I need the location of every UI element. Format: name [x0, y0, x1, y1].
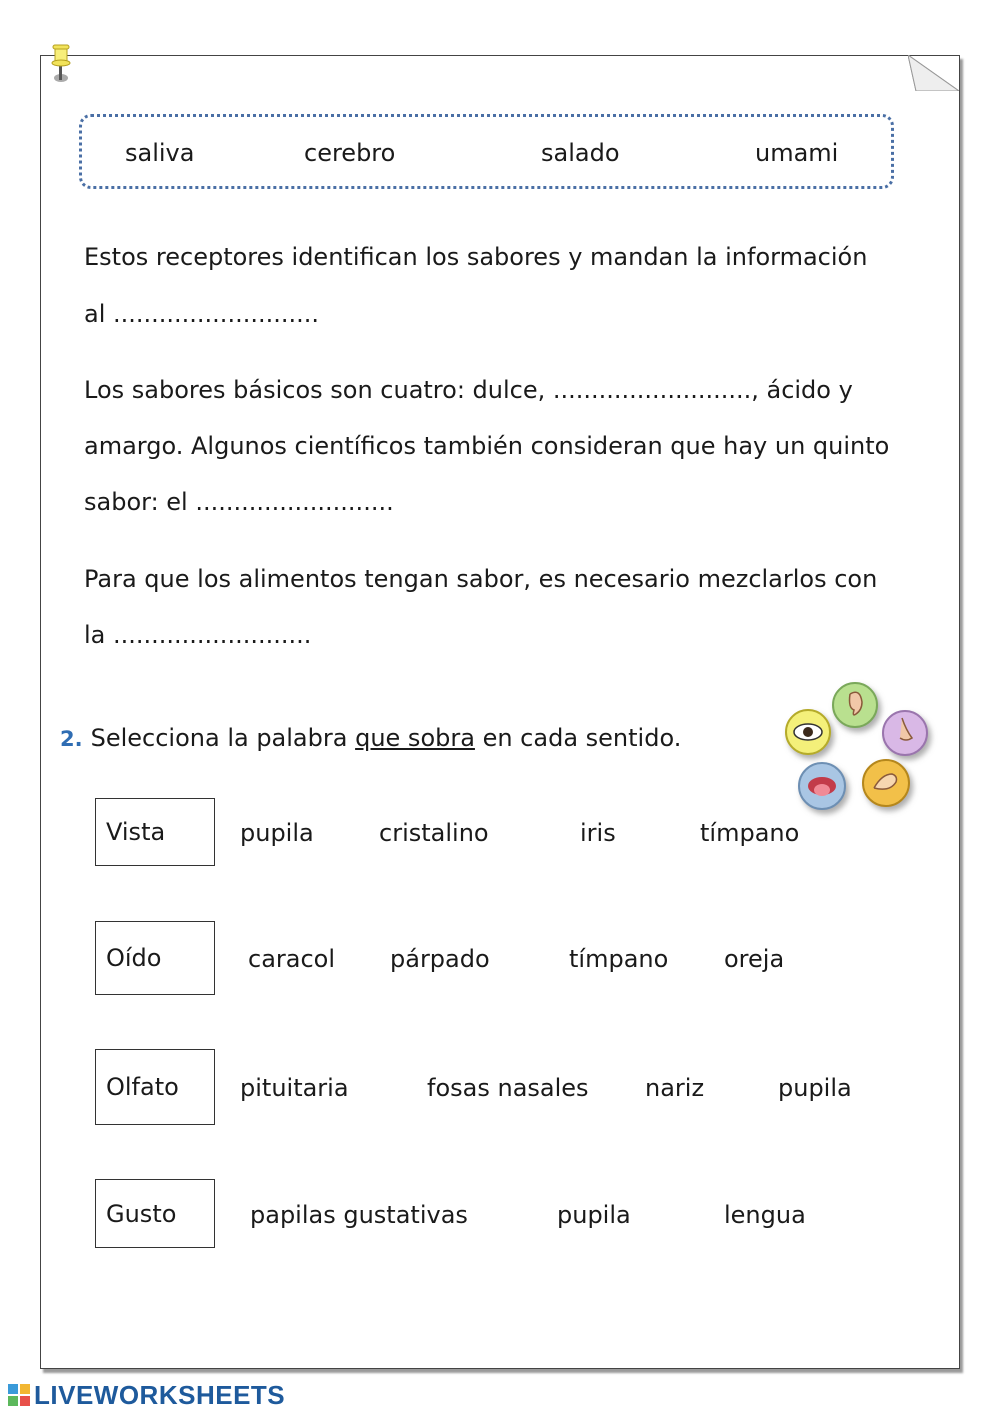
brand-name[interactable]: LIVEWORKSHEETS	[34, 1379, 286, 1410]
question-2	[60, 724, 681, 752]
word-bank-item: salado	[541, 139, 620, 167]
sense-label-vista: Vista	[95, 798, 215, 866]
footer-branding	[8, 1380, 285, 1410]
question-text: Selecciona la palabra	[90, 724, 348, 752]
sense-word-option[interactable]: tímpano	[700, 819, 800, 847]
paragraph-1-line-2[interactable]: al ...........................	[84, 300, 319, 328]
pushpin-icon	[44, 40, 78, 88]
sense-word-option[interactable]: caracol	[248, 945, 336, 973]
five-senses-illustration	[782, 678, 952, 828]
sense-word-option[interactable]: tímpano	[569, 945, 669, 973]
paragraph-3-line-1: Para que los alimentos tengan sabor, es necesario mezclarlos con	[84, 565, 878, 593]
sense-word-option[interactable]: cristalino	[379, 819, 489, 847]
word-bank	[79, 114, 894, 189]
paragraph-2-line-3[interactable]: sabor: el ..........................	[84, 488, 394, 516]
question-text-end: en cada sentido.	[482, 724, 682, 752]
question-number: 2.	[60, 727, 83, 751]
sense-word-option[interactable]: pituitaria	[240, 1074, 349, 1102]
paragraph-2-line-1[interactable]: Los sabores básicos son cuatro: dulce, .........................., ácido y	[84, 376, 853, 404]
sense-word-option[interactable]: pupila	[557, 1201, 631, 1229]
paragraph-3-line-2[interactable]: la ..........................	[84, 621, 312, 649]
liveworksheets-logo-icon	[8, 1384, 30, 1406]
sense-label-gusto: Gusto	[95, 1179, 215, 1248]
sense-word-option[interactable]: papilas gustativas	[250, 1201, 468, 1229]
sense-label-olfato: Olfato	[95, 1049, 215, 1125]
sense-word-option[interactable]: iris	[580, 819, 616, 847]
sense-word-option[interactable]: pupila	[778, 1074, 852, 1102]
page-curl	[908, 55, 959, 91]
sense-word-option[interactable]: párpado	[390, 945, 490, 973]
question-underlined: que sobra	[355, 724, 475, 752]
sense-word-option[interactable]: nariz	[645, 1074, 705, 1102]
word-bank-item: umami	[755, 139, 839, 167]
sense-word-option[interactable]: fosas nasales	[427, 1074, 589, 1102]
sense-word-option[interactable]: pupila	[240, 819, 314, 847]
paragraph-1-line-1: Estos receptores identifican los sabores y mandan la información	[84, 243, 868, 271]
sense-word-option[interactable]: lengua	[724, 1201, 806, 1229]
word-bank-item: cerebro	[304, 139, 396, 167]
paragraph-2-line-2: amargo. Algunos científicos también consideran que hay un quinto	[84, 432, 890, 460]
sense-word-option[interactable]: oreja	[724, 945, 785, 973]
word-bank-item: saliva	[125, 139, 195, 167]
sense-label-oido: Oído	[95, 921, 215, 995]
